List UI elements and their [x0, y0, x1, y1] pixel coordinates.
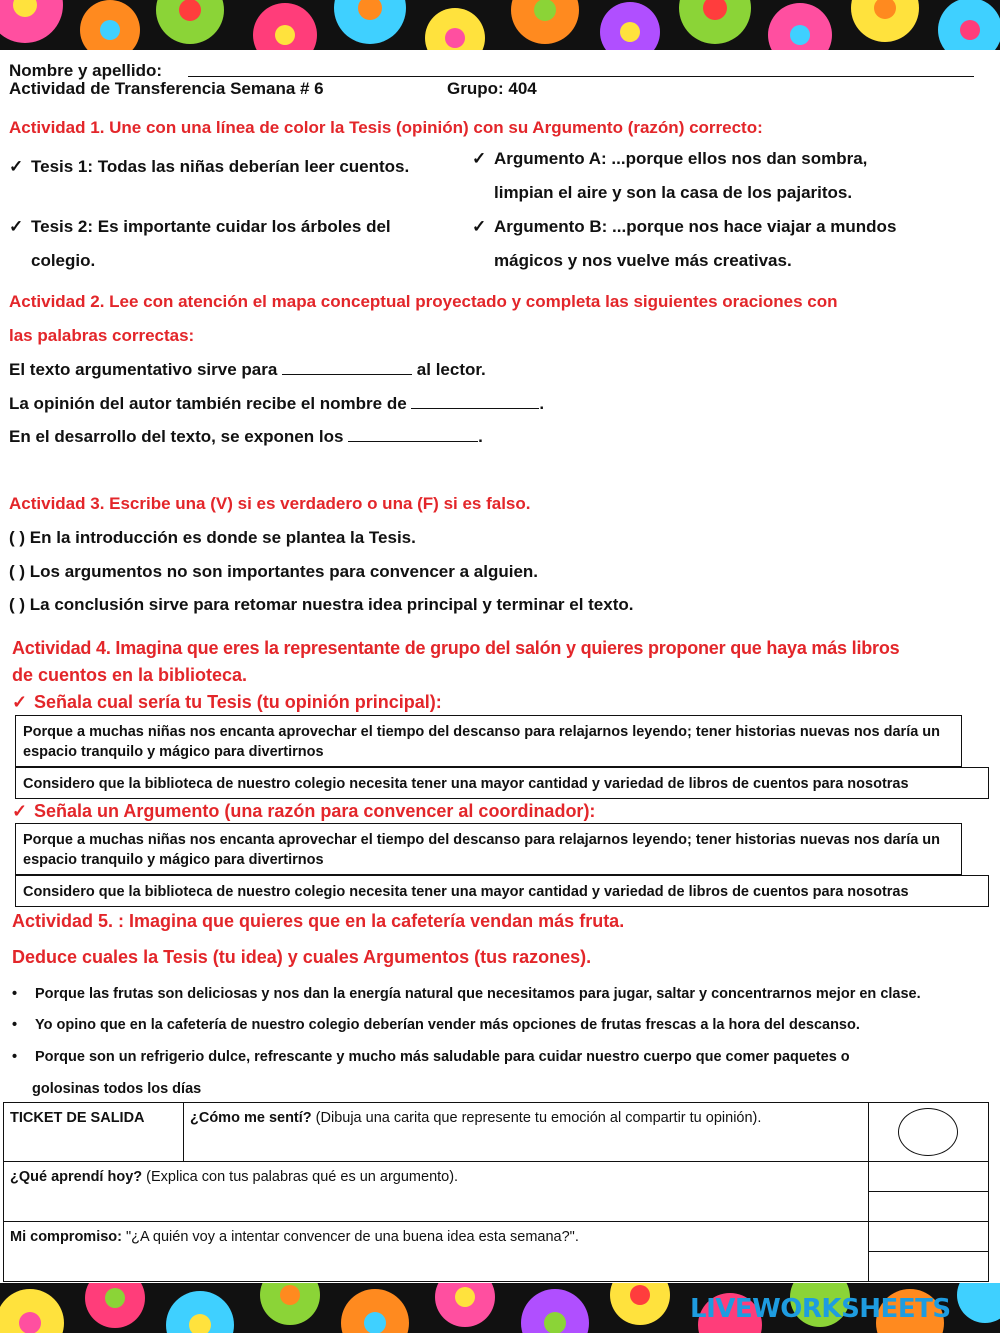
argumento-a-text: Argumento A: ...porque ellos nos dan sombra, [494, 149, 868, 168]
commit-answer-line-1[interactable] [868, 1222, 988, 1252]
activity-title: Actividad de Transferencia Semana # 6 [9, 79, 324, 98]
check-icon: ✓ [9, 217, 24, 236]
argumento-b-text: Argumento B: ...porque nos hace viajar a mundos [494, 217, 897, 236]
bullet-icon: • [12, 1017, 18, 1033]
check-icon: ✓ [472, 217, 487, 236]
sentence-3-end: . [478, 427, 483, 446]
bullet-icon: • [12, 986, 18, 1002]
name-input-line[interactable] [188, 76, 974, 77]
blank-input-2[interactable] [411, 393, 539, 409]
argumento-a [472, 142, 867, 210]
face-drawing-cell[interactable] [868, 1103, 988, 1162]
argumento-option-b[interactable]: Considero que la biblioteca de nuestro colegio necesita tener una mayor cantidad y variedad de libros de cuentos para nosotras [15, 875, 989, 907]
tf-answer-1[interactable]: ( ) [9, 528, 26, 547]
activity4-title-cont: de cuentos en la biblioteca. [12, 665, 248, 685]
sentence-2-end: . [539, 394, 545, 413]
learn-prompt [4, 1162, 869, 1222]
tf-item-2-text: Los argumentos no son importantes para convencer a alguien. [29, 562, 539, 581]
sentence-2-start: La opinión del autor también recibe el nombre de [9, 394, 407, 413]
face-circle-icon [898, 1108, 958, 1156]
commit-prompt [4, 1222, 869, 1282]
fruit-option-2-text: Yo opino que en la cafetería de nuestro colegio deberían vender más opciones de frutas frescas a la hora del descanso. [35, 1017, 860, 1033]
check-icon: ✓ [12, 692, 28, 712]
check-icon: ✓ [12, 801, 28, 821]
commit-prompt-text: "¿A quién voy a intentar convencer de una buena idea esta semana?". [121, 1229, 579, 1245]
activity2-title: Actividad 2. Lee con atención el mapa conceptual proyectado y completa las siguientes oraciones con [9, 292, 838, 311]
learn-prompt-text: (Explica con tus palabras qué es un argumento). [142, 1169, 459, 1185]
check-icon: ✓ [9, 157, 24, 176]
feel-prompt [184, 1103, 869, 1162]
learn-answer-line-1[interactable] [868, 1162, 988, 1192]
commit-prompt-bold: Mi compromiso: [10, 1229, 122, 1245]
activity1-title: Actividad 1. Une con una línea de color la Tesis (opinión) con su Argumento (razón) correcto: [9, 118, 763, 137]
feel-prompt-text: (Dibuja una carita que represente tu emoción al compartir tu opinión). [311, 1110, 762, 1126]
feel-prompt-bold: ¿Cómo me sentí? [190, 1110, 312, 1126]
fruit-option-1[interactable] [12, 986, 921, 1002]
activity4-question-1-text: Señala cual sería tu Tesis (tu opinión principal): [34, 692, 442, 712]
fruit-option-1-text: Porque las frutas son deliciosas y nos dan la energía natural que necesitamos para jugar, saltar y concentrarnos mejor en clase. [35, 986, 921, 1002]
liveworksheets-logo[interactable]: LIVEWORKSHEETS [690, 1294, 951, 1324]
activity5-subtitle: Deduce cuales la Tesis (tu idea) y cuales Argumentos (tus razones). [12, 947, 592, 967]
argumento-option-a[interactable]: Porque a muchas niñas nos encanta aprovechar el tiempo del descanso para relajarnos leyendo; tener historias nuevas nos daría un espacio tranquilo y mágico para divertirnos [15, 823, 962, 875]
tf-item-3-text: La conclusión sirve para retomar nuestra idea principal y terminar el texto. [29, 595, 634, 614]
activity4-question-2-text: Señala un Argumento (una razón para convencer al coordinador): [34, 801, 596, 821]
tf-item-1 [9, 528, 416, 548]
sentence-2 [9, 393, 544, 414]
activity4-title: Actividad 4. Imagina que eres la representante de grupo del salón y quieres proponer que haya más libros [12, 638, 900, 658]
ticket-title: TICKET DE SALIDA [4, 1103, 184, 1162]
argumento-b-text-cont: mágicos y nos vuelve más creativas. [494, 251, 792, 270]
argumento-a-text-cont: limpian el aire y son la casa de los pajaritos. [494, 183, 853, 202]
name-label: Nombre y apellido: [9, 61, 163, 80]
tf-item-2 [9, 562, 538, 582]
tesis-1 [9, 150, 409, 184]
activity2-title-cont: las palabras correctas: [9, 326, 195, 345]
flower-banner-top [0, 0, 1000, 50]
activity4-question-1 [12, 692, 442, 713]
argumento-b [472, 210, 896, 278]
tf-answer-3[interactable]: ( ) [9, 595, 26, 614]
sentence-1-start: El texto argumentativo sirve para [9, 360, 278, 379]
tesis-1-text: Tesis 1: Todas las niñas deberían leer cuentos. [31, 157, 410, 176]
commit-answer-line-2[interactable] [868, 1252, 988, 1282]
tf-answer-2[interactable]: ( ) [9, 562, 26, 581]
fruit-option-3-cont: golosinas todos los días [32, 1081, 202, 1097]
learn-prompt-bold: ¿Qué aprendí hoy? [10, 1169, 143, 1185]
check-icon: ✓ [472, 149, 487, 168]
fruit-option-2[interactable] [12, 1017, 860, 1033]
activity4-question-2 [12, 801, 595, 822]
sentence-3 [9, 426, 483, 447]
sentence-1-end: al lector. [416, 360, 486, 379]
group-label: Grupo: 404 [447, 79, 537, 98]
activity5-title: Actividad 5. : Imagina que quieres que en la cafetería vendan más fruta. [12, 911, 625, 931]
tesis-2-text-cont: colegio. [31, 251, 96, 270]
sentence-1 [9, 359, 486, 380]
exit-ticket-table [3, 1102, 989, 1282]
fruit-option-3-text: Porque son un refrigerio dulce, refrescante y mucho más saludable para cuidar nuestro cuerpo que comer paquetes o [35, 1049, 850, 1065]
fruit-option-3[interactable] [12, 1049, 850, 1065]
sentence-3-start: En el desarrollo del texto, se exponen los [9, 427, 344, 446]
learn-answer-line-2[interactable] [868, 1192, 988, 1222]
tesis-2-text: Tesis 2: Es importante cuidar los árboles del [31, 217, 391, 236]
tesis-option-b[interactable]: Considero que la biblioteca de nuestro colegio necesita tener una mayor cantidad y variedad de libros de cuentos para nosotras [15, 767, 989, 799]
tesis-2 [9, 210, 391, 278]
tesis-option-a[interactable]: Porque a muchas niñas nos encanta aprovechar el tiempo del descanso para relajarnos leyendo; tener historias nuevas nos daría un espacio tranquilo y mágico para divertirnos [15, 715, 962, 767]
tf-item-3 [9, 595, 634, 615]
activity3-title: Actividad 3. Escribe una (V) si es verdadero o una (F) si es falso. [9, 494, 531, 513]
bullet-icon: • [12, 1049, 18, 1065]
blank-input-1[interactable] [282, 359, 412, 375]
tf-item-1-text: En la introducción es donde se plantea la Tesis. [29, 528, 416, 547]
blank-input-3[interactable] [348, 426, 478, 442]
